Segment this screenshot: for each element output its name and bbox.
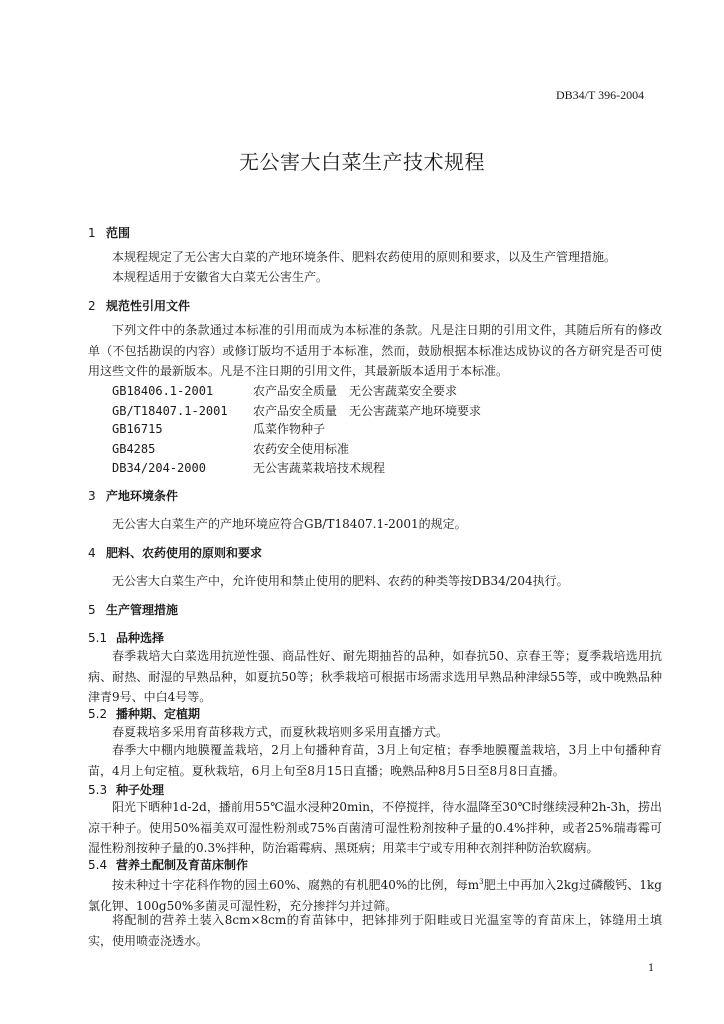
reference-item	[112, 382, 457, 399]
page-title: 无公害大白菜生产技术规程	[239, 150, 485, 174]
section-title: 产地环境条件	[106, 489, 179, 503]
subsection-number: 5.1	[88, 631, 108, 645]
reference-item	[112, 459, 385, 476]
reference-item	[112, 440, 349, 457]
reference-title: 农产品安全质量 无公害蔬菜安全要求	[253, 384, 458, 398]
subsection-title: 营养土配制及育苗床制作	[116, 858, 249, 872]
reference-title: 农药安全使用标准	[253, 442, 350, 456]
subsection-title: 品种选择	[116, 631, 165, 645]
paragraph: 下列文件中的条款通过本标准的引用而成为本标准的条款。凡是注日期的引用文件，其随后所有的修改单（不包括勘误的内容）或修订版均不适用于本标准，然而，鼓励根据本标准达成协议的各方研究是否可使用这些文件的最新版本。凡是不注日期的引用文件，其最新版本适用于本标准。	[88, 323, 662, 378]
subsection-number: 5.3	[88, 783, 108, 797]
paragraph: 春季栽培大白菜选用抗逆性强、商品性好、耐先期抽苔的品种，如春抗50、京春王等；夏季栽培选用抗病、耐热、耐湿的早熟品种，如夏抗50等；秋季栽培可根据市场需求选用早熟品种津绿55等，或中晚熟品种津青9号、中白4号等。	[88, 649, 662, 704]
paragraph: 春季大中棚内地膜覆盖栽培，2月上旬播种育苗，3月上旬定植；春季地膜覆盖栽培，3月上中旬播种育苗，4月上旬定植。夏秋栽培，6月上旬至8月15日直播；晚熟品种8月5日至8月8日直播。	[88, 743, 662, 778]
paragraph-text: 肥土中再加入2kg过磷酸钙、1kg氯化钾、100g50%多菌灵可湿性粉，充分掺拌匀并过筛。	[88, 878, 662, 913]
reference-code: GB4285	[112, 442, 156, 456]
subsection-5-2-heading	[88, 705, 200, 722]
subsection-title: 播种期、定植期	[116, 707, 201, 721]
reference-code: GB18406.1-2001	[112, 384, 214, 398]
section-title: 生产管理措施	[106, 603, 179, 617]
reference-title: 瓜菜作物种子	[253, 422, 326, 436]
subsection-5-4-heading	[88, 856, 248, 873]
paragraph: 本规程适用于安徽省大白菜无公害生产。	[112, 270, 329, 284]
paragraph-text: 按未种过十字花科作物的园土60%、腐熟的有机肥40%的比例，每m	[112, 878, 480, 892]
section-4-heading	[88, 544, 262, 561]
paragraph: 无公害大白菜生产的产地环境应符合GB/T18407.1-2001的规定。	[112, 517, 467, 531]
subsection-title: 种子处理	[116, 783, 165, 797]
paragraph: 阳光下晒种1d-2d，播前用55℃温水浸种20min，不停搅拌，待水温降至30℃时继续浸种2h-3h，捞出凉干种子。使用50%福美双可湿性粉剂或75%百菌清可湿性粉剂按种子量的0.4%拌种，或者25%瑞毒霉可湿性粉剂按种子量的0.3%拌种，防治霜霉病、黑斑病；用菜丰宁或专用种衣剂拌种防治软腐病。	[88, 800, 662, 855]
superscript: 3	[479, 878, 484, 886]
document-number: DB34/T 396-2004	[556, 88, 645, 102]
section-3-heading	[88, 487, 178, 504]
section-title: 肥料、农药使用的原则和要求	[106, 546, 263, 560]
section-number: 1	[88, 226, 96, 240]
section-2-heading	[88, 297, 190, 314]
reference-title: 农产品安全质量 无公害蔬菜产地环境要求	[253, 404, 482, 418]
paragraph: 春夏栽培多采用育苗移栽方式，而夏秋栽培则多采用直播方式。	[112, 725, 449, 739]
section-title: 范围	[106, 226, 131, 240]
section-number: 2	[88, 299, 96, 313]
reference-item	[112, 420, 325, 437]
paragraph: 本规程规定了无公害大白菜的产地环境条件、肥料农药使用的原则和要求，以及生产管理措施。	[112, 250, 617, 264]
reference-code: GB/T18407.1-2001	[112, 404, 228, 418]
section-number: 5	[88, 603, 96, 617]
reference-title: 无公害蔬菜栽培技术规程	[253, 461, 386, 475]
subsection-5-3-heading	[88, 781, 164, 798]
paragraph: 将配制的营养土装入8cm×8cm的育苗钵中，把钵排列于阳畦或日光温室等的育苗床上，钵缝用土填实，使用喷壶浇透水。	[88, 913, 662, 948]
subsection-number: 5.4	[88, 858, 108, 872]
paragraph: 无公害大白菜生产中，允许使用和禁止使用的肥料、农药的种类等按DB34/204执行。	[112, 574, 569, 588]
reference-item	[112, 402, 481, 419]
subsection-5-1-heading	[88, 629, 164, 646]
section-1-heading	[88, 224, 130, 241]
reference-code: DB34/204-2000	[112, 461, 206, 475]
reference-code: GB16715	[112, 422, 163, 436]
section-number: 3	[88, 489, 96, 503]
page-number: 1	[648, 963, 655, 974]
subsection-number: 5.2	[88, 707, 108, 721]
section-5-heading	[88, 601, 178, 618]
section-number: 4	[88, 546, 96, 560]
section-title: 规范性引用文件	[106, 299, 191, 313]
